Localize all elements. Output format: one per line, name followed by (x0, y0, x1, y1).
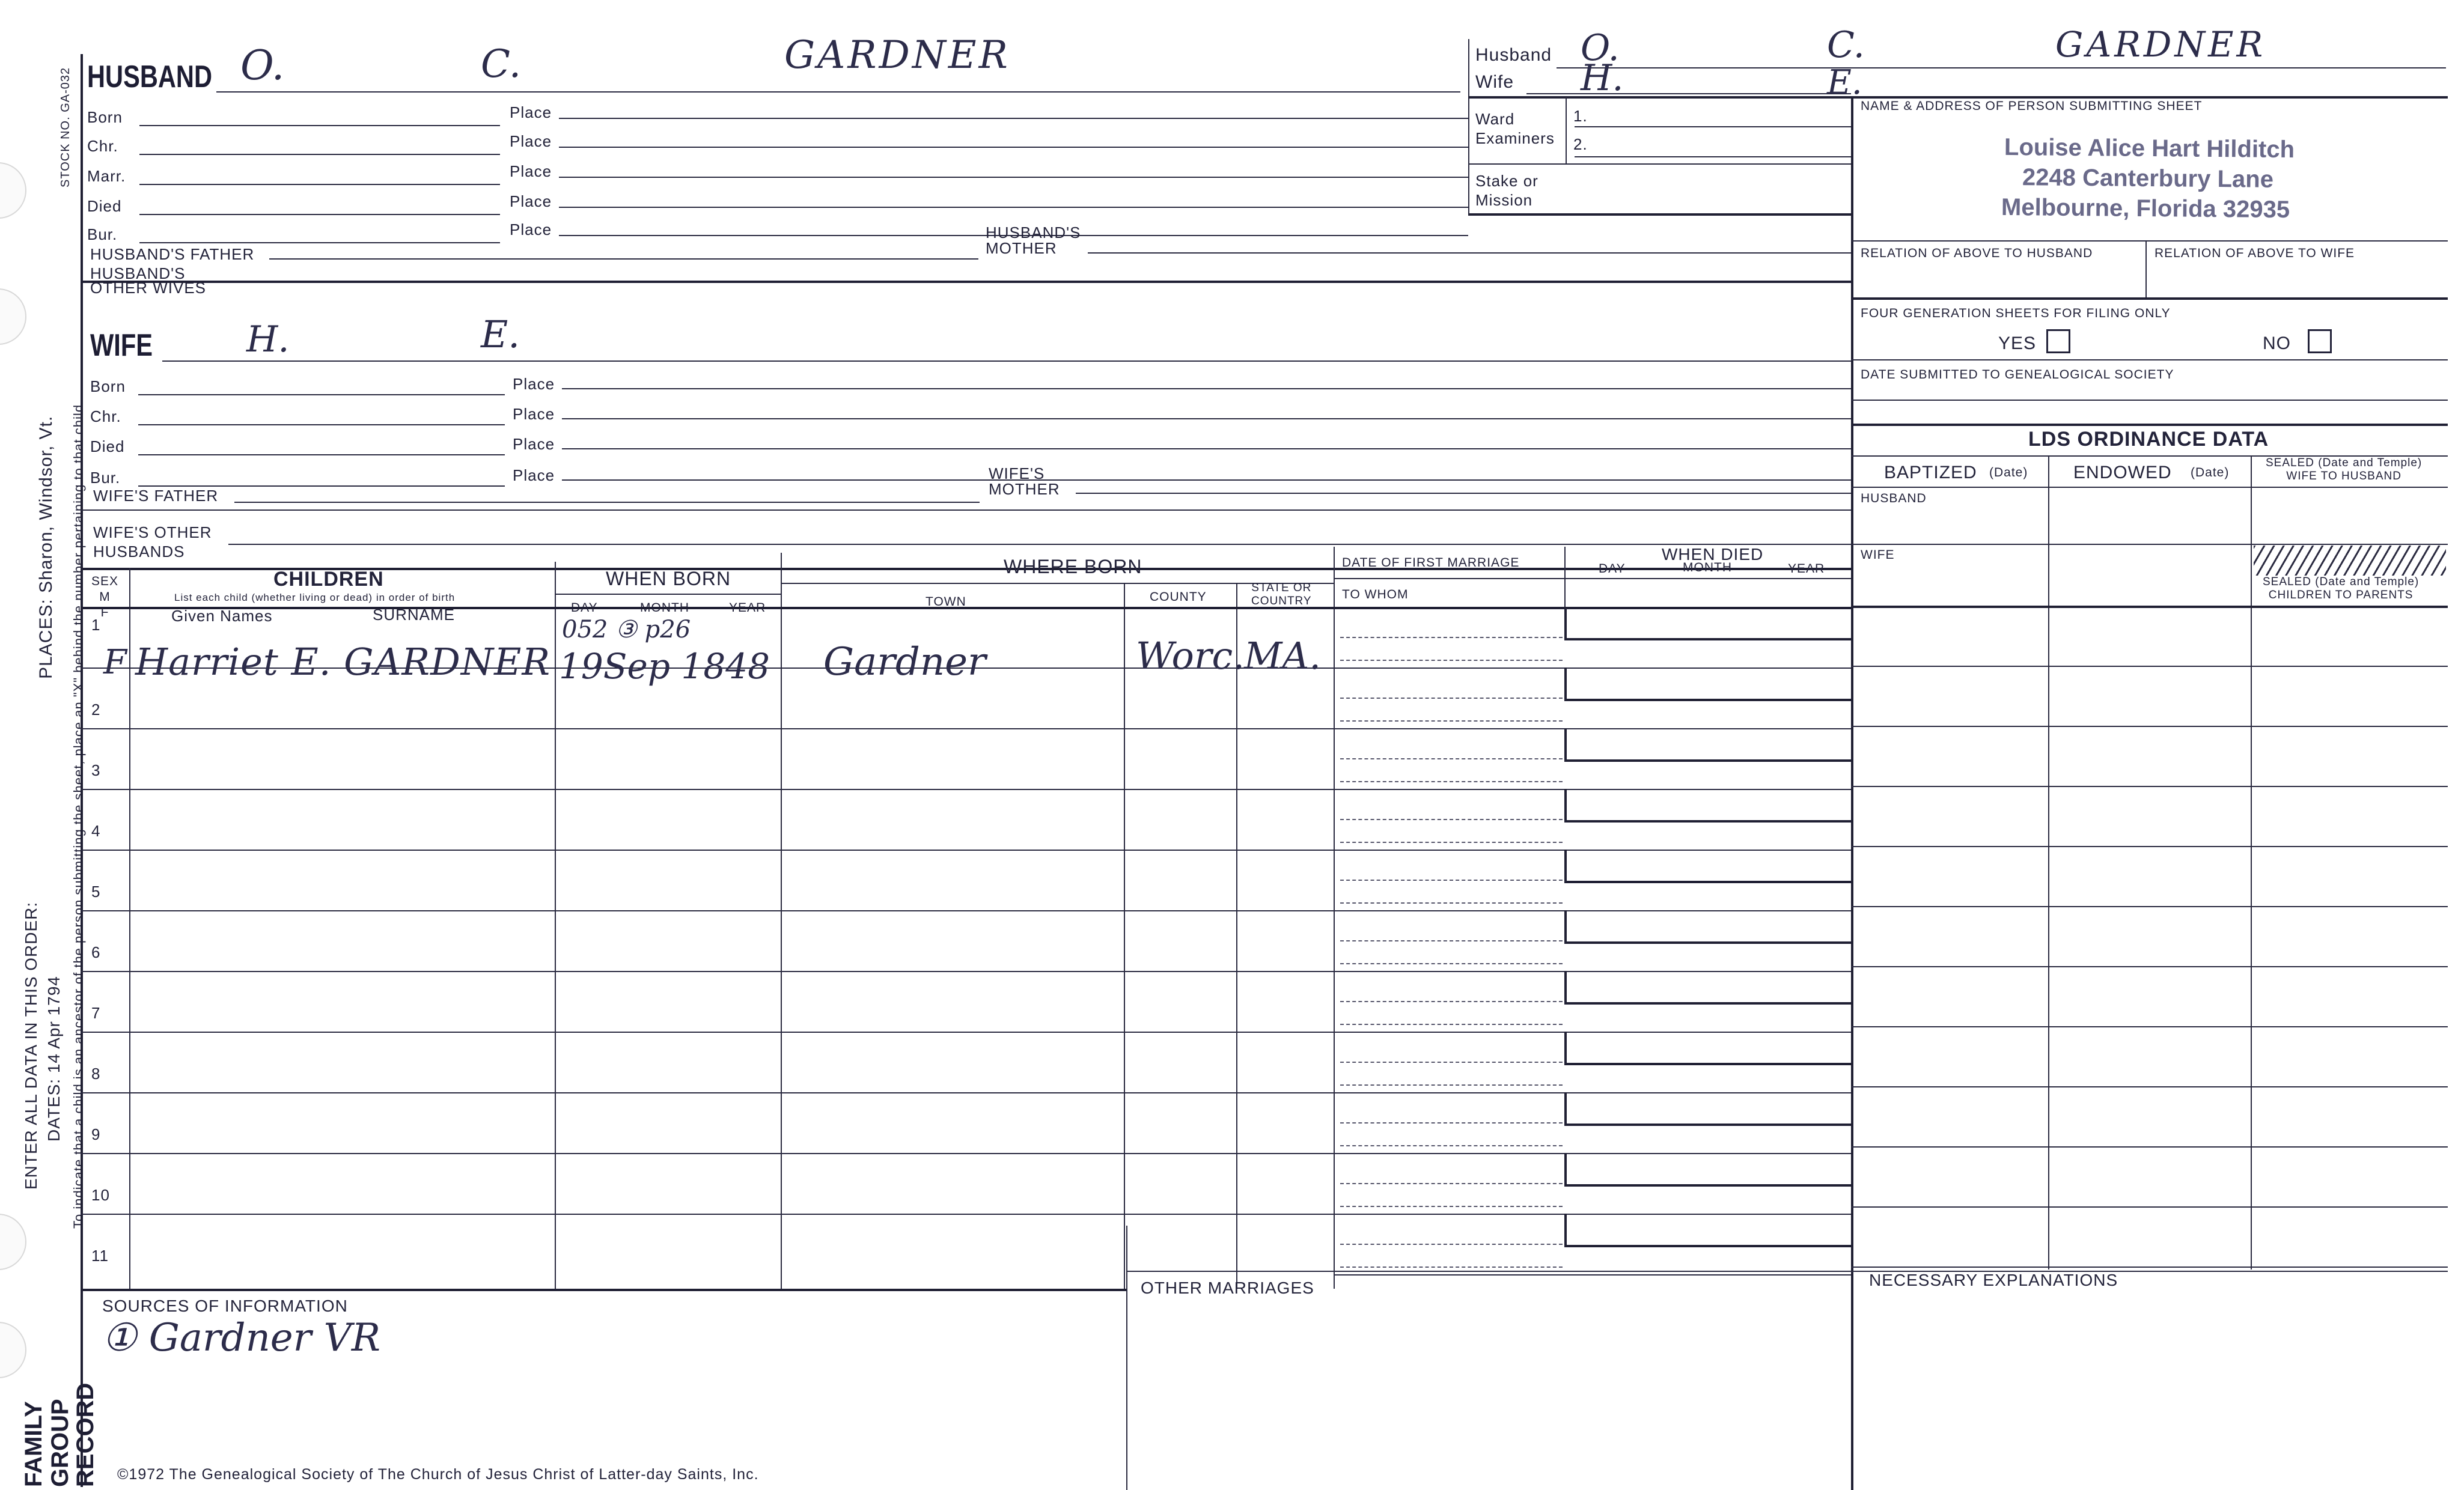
husband-place-label: Place (510, 132, 552, 150)
row-number: 7 (91, 1004, 101, 1022)
submitter-street: 2248 Canterbury Lane (2022, 164, 2274, 193)
husband-event-label: Bur. (87, 225, 118, 243)
wife-place-line (562, 418, 1851, 419)
child1-county: Worc. (1136, 634, 1245, 678)
wife-other-husbands-line (228, 544, 1851, 545)
died-box-bottom (1564, 1184, 1851, 1187)
row-divider (81, 850, 1334, 851)
submitter-city: Melbourne, Florida 32935 (2001, 193, 2290, 224)
wife-event-label: Born (90, 377, 126, 395)
children-subheader: List each child (whether living or dead) in order of birth (174, 592, 456, 603)
sealed-hatched-area (2254, 546, 2446, 576)
other-marriages-divider (1126, 1226, 1127, 1490)
row-number: 10 (91, 1186, 110, 1204)
died-box-left (1564, 728, 1567, 759)
wife-event-label: Bur. (90, 469, 121, 487)
endowed-label: ENDOWED (2073, 463, 2172, 482)
husband-given-1: O. (240, 42, 285, 90)
endowed-date-label: (Date) (2191, 466, 2230, 479)
lds-row-line (1851, 1206, 2448, 1208)
col-name-right (555, 562, 556, 1289)
died-row-bottom (1334, 1153, 1851, 1154)
submitter-bottom-line (1851, 240, 2448, 242)
wife-place-line (562, 479, 1851, 481)
lds-row-line (1851, 966, 2448, 967)
row-number: 1 (91, 616, 101, 634)
punch-hole (0, 1322, 26, 1378)
row-divider (81, 1214, 1334, 1215)
wife-place-label: Place (513, 375, 555, 393)
died-box-bottom (1564, 759, 1851, 762)
marriage-dash (1340, 842, 1563, 843)
husband-father-label: HUSBAND'S FATHER (90, 245, 255, 263)
places-note: PLACES: Sharon, Windsor, Vt. (36, 415, 56, 679)
husband-event-line (139, 125, 500, 126)
lds-husband-label: HUSBAND (1861, 491, 1927, 505)
died-box-bottom (1564, 1124, 1851, 1126)
wife-place-label: Place (513, 405, 555, 423)
town-header: TOWN (926, 595, 966, 609)
marriage-header-line (1334, 578, 1851, 579)
child1-birth-date: 19Sep 1848 (559, 646, 770, 687)
marriage-dash (1340, 902, 1563, 904)
husband-surname: GARDNER (784, 33, 1010, 78)
wife-heading: WIFE (90, 328, 153, 363)
wife-name-line (162, 360, 1851, 362)
where-born-header: WHERE BORN (1004, 556, 1142, 577)
col-state-right (1334, 547, 1335, 1289)
lds-row-line (1851, 786, 2448, 787)
husband-event-label: Chr. (87, 137, 118, 155)
died-box-bottom (1564, 699, 1851, 701)
col-born-right (781, 553, 782, 1289)
no-label: NO (2263, 333, 2291, 353)
died-year-header: YEAR (1788, 562, 1825, 576)
table-header-bottom (81, 607, 1851, 609)
child1-date-note: 052 ③ p26 (562, 616, 691, 643)
sources-value: ① Gardner VR (102, 1316, 380, 1360)
died-row-bottom (1334, 667, 1851, 669)
died-row-bottom (1334, 1214, 1851, 1215)
row-number: 3 (91, 761, 101, 779)
row-divider (81, 910, 1334, 911)
husband-place-label: Place (510, 103, 552, 121)
summary-wife-given-1: H. (1581, 57, 1624, 99)
row-number: 8 (91, 1065, 101, 1083)
ward-examiner-2: 2. (1573, 135, 1588, 153)
summary-husband-surname: GARDNER (2055, 24, 2266, 65)
dates-note: DATES: 14 Apr 1794 (44, 976, 63, 1142)
husband-mother-line (1088, 252, 1851, 254)
lds-row-line (1851, 726, 2448, 727)
marriage-dash (1340, 1001, 1563, 1002)
wife-event-line (138, 454, 505, 455)
marriage-dash (1340, 1062, 1563, 1063)
died-month-header: MONTH (1683, 561, 1732, 574)
yes-checkbox[interactable] (2046, 329, 2070, 353)
wife-place-label: Place (513, 466, 555, 484)
born-year-header: YEAR (729, 601, 766, 615)
child1-town: Gardner (823, 640, 986, 684)
ward-line-2 (1575, 156, 1851, 157)
date-submitted-label: DATE SUBMITTED TO GENEALOGICAL SOCIETY (1861, 368, 2174, 382)
summary-box-left (1468, 39, 1469, 213)
form-title-family: FAMILY (20, 1401, 47, 1487)
husband-place-label: Place (510, 192, 552, 210)
husband-father-line (269, 258, 978, 260)
surname-header: SURNAME (373, 606, 456, 624)
relation-bottom-line (1851, 297, 2448, 300)
lds-title: LDS ORDINANCE DATA (2028, 428, 2269, 451)
wife-mother-label: WIFE'S MOTHER (989, 464, 1060, 498)
husband-place-line (559, 177, 1468, 178)
when-died-header: WHEN DIED (1662, 545, 1764, 564)
wife-mother-line (1076, 493, 1851, 494)
ward-divider (1566, 97, 1567, 163)
when-born-header: WHEN BORN (606, 568, 731, 589)
summary-husband-given-2: C. (1827, 24, 1865, 66)
ward-line-1 (1575, 126, 1851, 127)
row-divider (81, 1153, 1334, 1154)
right-column-border (1851, 96, 1853, 1490)
sex-header: SEX M F (91, 574, 119, 619)
husband-event-line (139, 242, 500, 243)
died-row-bottom (1334, 850, 1851, 851)
punch-hole (0, 1214, 26, 1270)
marriage-dash (1340, 781, 1563, 782)
child1-state: MA. (1244, 634, 1321, 678)
died-box-left (1564, 1032, 1567, 1063)
lds-row-line (1851, 906, 2448, 907)
row-divider (81, 728, 1334, 729)
punch-hole (0, 162, 26, 219)
child1-name: Harriet E. GARDNER (135, 640, 551, 684)
wife-given-2: E. (481, 312, 520, 356)
summary-top-divider (1468, 96, 2448, 99)
marriage-dash (1340, 660, 1563, 661)
no-checkbox[interactable] (2308, 329, 2332, 353)
died-row-bottom (1334, 789, 1851, 790)
wife-other-husbands-label: WIFE'S OTHER HUSBANDS (93, 523, 212, 561)
when-born-underline (555, 594, 781, 595)
lds-row-line (1851, 1026, 2448, 1027)
husband-place-line (559, 147, 1468, 148)
where-born-underline (781, 583, 1334, 584)
form-title-group: GROUP (47, 1399, 73, 1487)
husband-mother-label: HUSBAND'S MOTHER (986, 224, 1081, 257)
marriage-dash (1340, 1145, 1563, 1146)
husband-event-line (139, 154, 500, 155)
row-number: 2 (91, 701, 101, 719)
husband-place-line (559, 118, 1468, 119)
husband-event-label: Born (87, 108, 123, 126)
husband-other-wives-label: HUSBAND'S OTHER WIVES (90, 264, 207, 297)
husband-event-label: Died (87, 197, 122, 215)
marriage-dash (1340, 819, 1563, 820)
to-whom-header: TO WHOM (1342, 588, 1409, 601)
other-marriages-label: OTHER MARRIAGES (1141, 1279, 1314, 1297)
wife-event-label: Died (90, 437, 125, 455)
died-box-bottom (1564, 1063, 1851, 1065)
summary-husband-line (1557, 67, 2446, 68)
stake-mission-label: Stake or Mission (1475, 172, 1538, 209)
died-box-bottom (1564, 941, 1851, 944)
died-day-header: DAY (1599, 562, 1626, 576)
submitter-name: Louise Alice Hart Hilditch (2004, 133, 2295, 163)
marriage-dash (1340, 720, 1563, 722)
marriage-dash (1340, 1024, 1563, 1025)
child1-sex: F (103, 643, 127, 682)
lds-row-line (1851, 1086, 2448, 1087)
husband-event-line (139, 214, 500, 215)
given-names-header: Given Names (171, 607, 273, 625)
stock-number: STOCK NO. GA-032 (59, 67, 72, 187)
died-box-bottom (1564, 638, 1851, 640)
sealed-wife-label: SEALED (Date and Temple) WIFE TO HUSBAND (2266, 457, 2423, 482)
explanations-label: NECESSARY EXPLANATIONS (1869, 1271, 2118, 1289)
wife-father-label: WIFE'S FATHER (93, 487, 219, 505)
marriage-dash (1340, 1183, 1563, 1184)
died-row-bottom (1334, 1092, 1851, 1093)
submitter-label: NAME & ADDRESS OF PERSON SUBMITTING SHEET (1861, 99, 2203, 113)
lds-header-line (1851, 487, 2448, 488)
table-bottom (81, 1289, 1126, 1291)
row-number: 5 (91, 883, 101, 901)
baptized-date-label: (Date) (1989, 466, 2028, 479)
row-divider (81, 971, 1334, 972)
lds-husband-line (1851, 544, 2448, 545)
died-box-left (1564, 667, 1567, 699)
wife-given-1: H. (246, 318, 290, 360)
summary-wife-given-2: E. (1827, 63, 1862, 102)
died-box-bottom (1564, 1245, 1851, 1247)
wife-event-line (138, 424, 505, 425)
wife-event-line (138, 394, 505, 395)
summary-wife-label: Wife (1475, 72, 1514, 92)
died-row-bottom (1334, 728, 1851, 729)
marriage-dash (1340, 758, 1563, 759)
husband-event-line (139, 184, 500, 185)
marriage-dash (1340, 940, 1563, 941)
stake-bottom-line (1468, 213, 1851, 216)
lds-row-line (1851, 666, 2448, 667)
ancestor-instructions: To indicate that a child is an ancestor of the person submitting the sheet, place an "X" behind the number pertaining to that child (71, 404, 86, 1229)
sealed-children-label: SEALED (Date and Temple) CHILDREN TO PARENTS (2263, 576, 2420, 601)
died-box-left (1564, 910, 1567, 941)
born-day-header: DAY (571, 601, 598, 615)
lds-row-line (1851, 1146, 2448, 1148)
died-box-left (1564, 971, 1567, 1002)
summary-wife-line (1526, 93, 1851, 94)
husband-section-bottom (81, 281, 1851, 283)
ward-examiners-label: Ward Examiners (1475, 110, 1555, 147)
row-number: 6 (91, 943, 101, 961)
four-gen-bottom-line (1851, 359, 2448, 360)
wife-event-label: Chr. (90, 407, 121, 425)
wife-place-line (562, 388, 1851, 389)
date-submitted-line (1851, 400, 2448, 401)
stake-top-line (1468, 163, 1851, 165)
col-county-right (1236, 583, 1237, 1289)
summary-husband-given-1: O. (1581, 27, 1620, 69)
wife-place-label: Place (513, 435, 555, 453)
yes-label: YES (1998, 333, 2037, 353)
died-box-bottom (1564, 820, 1851, 823)
died-box-left (1564, 850, 1567, 881)
wife-place-line (562, 448, 1851, 449)
row-number: 11 (91, 1247, 109, 1265)
punch-hole (0, 288, 26, 345)
husband-place-line (559, 207, 1468, 208)
died-box-bottom (1564, 881, 1851, 883)
marriage-dash (1340, 637, 1563, 638)
row-number: 4 (91, 822, 101, 840)
died-box-left (1564, 607, 1567, 638)
died-box-left (1564, 1214, 1567, 1245)
died-box-left (1564, 1153, 1567, 1184)
marriage-dash (1340, 1122, 1563, 1124)
died-box-left (1564, 1092, 1567, 1124)
row-divider (81, 789, 1334, 790)
marriage-dash (1340, 1084, 1563, 1086)
right-bottom-line (1126, 1271, 2448, 1272)
lds-header-bottom (1851, 606, 2448, 608)
date-submitted-bottom (1851, 424, 2448, 426)
enter-all-note: ENTER ALL DATA IN THIS ORDER: (22, 901, 40, 1190)
row-divider (81, 1092, 1334, 1093)
left-border (81, 54, 83, 1487)
marriage-dash (1340, 1206, 1563, 1207)
form-title-record: RECORD (72, 1382, 99, 1487)
died-box-bottom (1564, 1002, 1851, 1005)
marriage-dash (1340, 698, 1563, 699)
relation-husband-label: RELATION OF ABOVE TO HUSBAND (1861, 246, 2093, 260)
husband-name-line (216, 91, 1460, 93)
relation-divider (2145, 240, 2147, 297)
marriage-dash (1340, 1266, 1563, 1268)
wife-father-line (234, 502, 980, 503)
died-row-bottom (1334, 1032, 1851, 1033)
col-sex-right (129, 568, 130, 1289)
husband-given-2: C. (481, 42, 522, 87)
marriage-dash (1340, 880, 1563, 881)
died-row-bottom (1334, 971, 1851, 972)
col-town-right (1124, 583, 1125, 1289)
row-number: 9 (91, 1125, 101, 1143)
relation-wife-label: RELATION OF ABOVE TO WIFE (2154, 246, 2355, 260)
marriage-dash (1340, 963, 1563, 964)
four-generation-label: FOUR GENERATION SHEETS FOR FILING ONLY (1861, 306, 2171, 320)
county-header: COUNTY (1150, 590, 1207, 604)
marriage-dash (1340, 1244, 1563, 1245)
col-marriage-right (1564, 547, 1566, 607)
husband-place-label: Place (510, 162, 552, 180)
children-header: CHILDREN (273, 568, 384, 591)
died-row-bottom (1334, 1274, 1851, 1276)
husband-place-label: Place (510, 220, 552, 239)
summary-husband-label: Husband (1475, 45, 1552, 65)
born-month-header: MONTH (640, 601, 689, 615)
husband-event-label: Marr. (87, 167, 126, 185)
wife-father-bottom (81, 509, 1851, 511)
husband-heading: HUSBAND (87, 59, 212, 94)
lds-row-line (1851, 846, 2448, 847)
died-box-left (1564, 789, 1567, 820)
lds-wife-label: WIFE (1861, 548, 1895, 562)
ward-examiner-1: 1. (1573, 107, 1588, 125)
sources-label: SOURCES OF INFORMATION (102, 1297, 348, 1315)
state-header: STATE OR COUNTRY (1251, 582, 1312, 607)
first-marriage-header: DATE OF FIRST MARRIAGE (1342, 556, 1520, 570)
baptized-label: BAPTIZED (1884, 463, 1977, 482)
copyright-notice: ©1972 The Genealogical Society of The Church of Jesus Christ of Latter-day Saints, Inc. (117, 1466, 759, 1483)
died-row-bottom (1334, 910, 1851, 911)
lds-row-line (1851, 1266, 2448, 1268)
row-divider (81, 1032, 1334, 1033)
